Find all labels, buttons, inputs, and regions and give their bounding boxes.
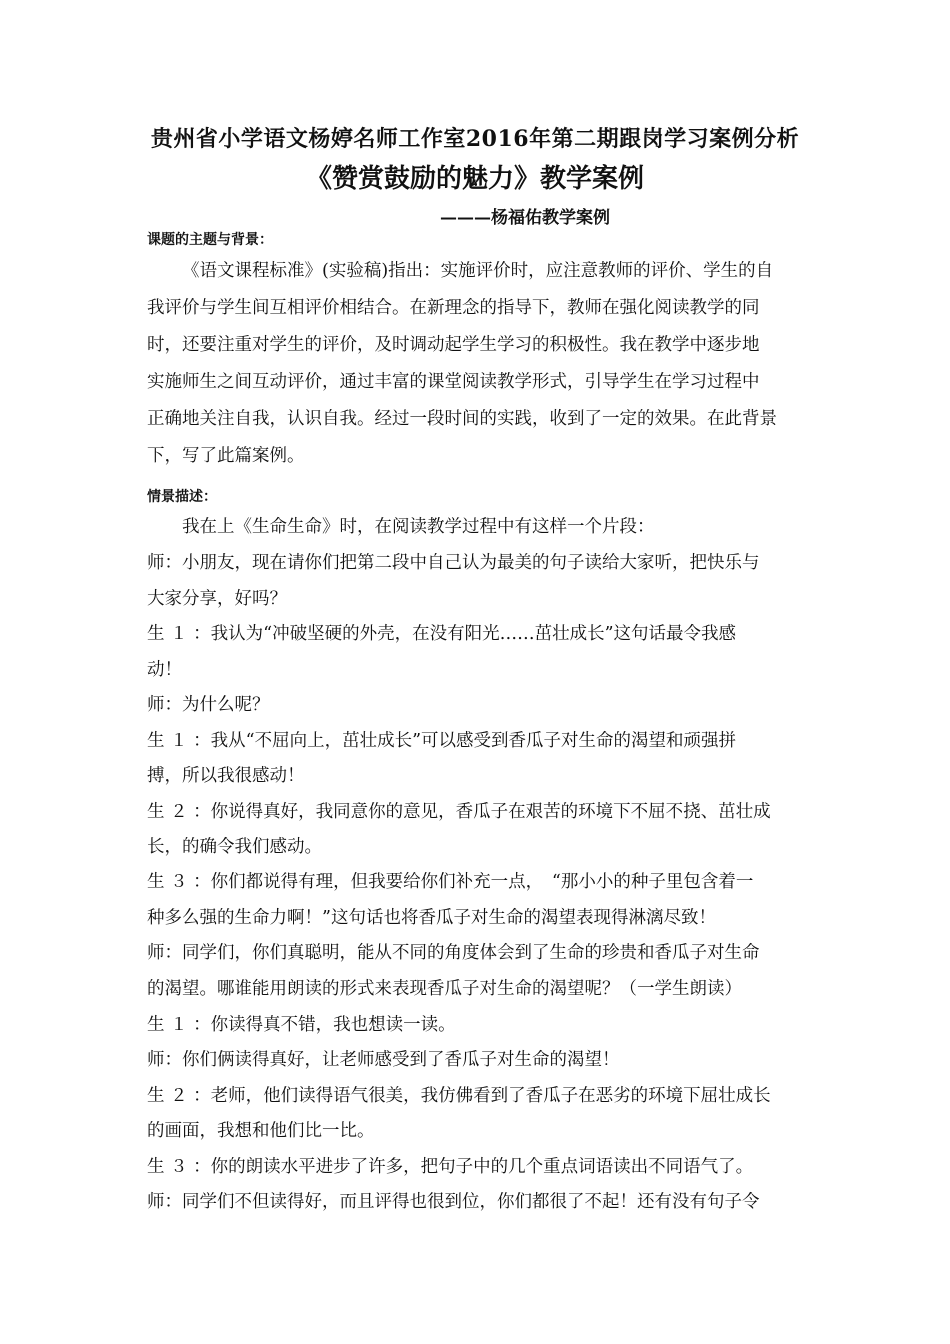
scene-line: 师：同学们，你们真聪明，能从不同的角度体会到了生命的珍贵和香瓜子对生命 bbox=[147, 943, 760, 963]
scene-line: 生 １ ：我从“不屈向上，茁壮成长”可以感受到香瓜子对生命的渴望和顽强拼 bbox=[147, 731, 737, 751]
document-title-line2: 《赞赏鼓励的魅力》教学案例 bbox=[305, 164, 644, 194]
background-line: 下，写了此篇案例。 bbox=[147, 446, 305, 466]
scene-line: 大家分享，好吗？ bbox=[147, 589, 287, 609]
scene-line: 长，的确令我们感动。 bbox=[147, 837, 322, 857]
scene-line: 生 １ ：你读得真不错，我也想读一读。 bbox=[147, 1015, 456, 1035]
scene-line: 师：同学们不但读得好，而且评得也很到位，你们都很了不起！还有没有句子令 bbox=[147, 1192, 760, 1212]
background-line: 实施师生之间互动评价，通过丰富的课堂阅读教学形式，引导学生在学习过程中 bbox=[147, 372, 760, 392]
background-line: 《语文课程标准》(实验稿)指出：实施评价时，应注意教师的评价、学生的自 bbox=[182, 261, 774, 281]
scene-line: 生 ２ ：老师，他们读得语气很美，我仿佛看到了香瓜子在恶劣的环境下屈壮成长 bbox=[147, 1086, 771, 1106]
scene-line: 的画面，我想和他们比一比。 bbox=[147, 1121, 375, 1141]
scene-line: 生 ３ ：你们都说得有理，但我要给你们补充一点， “那小小的种子里包含着一 bbox=[147, 872, 754, 892]
scene-line: 种多么强的生命力啊！”这句话也将香瓜子对生命的渴望表现得淋漓尽致！ bbox=[147, 908, 716, 928]
section-heading-scene: 情景描述： bbox=[147, 489, 217, 505]
scene-line: 的渴望。哪谁能用朗读的形式来表现香瓜子对生命的渴望呢？（一学生朗读） bbox=[147, 979, 742, 999]
scene-line: 搏，所以我很感动！ bbox=[147, 766, 305, 786]
document-byline: ———杨福佑教学案例 bbox=[440, 208, 610, 228]
section-heading-background: 课题的主题与背景： bbox=[147, 232, 273, 248]
scene-line: 师：你们俩读得真好，让老师感受到了香瓜子对生命的渴望！ bbox=[147, 1050, 620, 1070]
background-line: 我评价与学生间互相评价相结合。在新理念的指导下，教师在强化阅读教学的同 bbox=[147, 298, 760, 318]
scene-line: 生 ３ ：你的朗读水平进步了许多，把句子中的几个重点词语读出不同语气了。 bbox=[147, 1157, 754, 1177]
scene-line: 师：小朋友，现在请你们把第二段中自己认为最美的句子读给大家听，把快乐与 bbox=[147, 553, 760, 573]
scene-line: 动！ bbox=[147, 660, 182, 680]
background-line: 正确地关注自我，认识自我。经过一段时间的实践，收到了一定的效果。在此背景 bbox=[147, 409, 777, 429]
scene-line: 生 １ ：我认为“冲破坚硬的外壳，在没有阳光……茁壮成长”这句话最令我感 bbox=[147, 624, 737, 644]
background-line: 时，还要注重对学生的评价，及时调动起学生学习的积极性。我在教学中逐步地 bbox=[147, 335, 760, 355]
scene-line: 师：为什么呢？ bbox=[147, 695, 270, 715]
document-title-line1: 贵州省小学语文杨婷名师工作室2016年第二期跟岗学习案例分析 bbox=[150, 126, 800, 152]
scene-line: 生 ２ ：你说得真好，我同意你的意见，香瓜子在艰苦的环境下不屈不挠、茁壮成 bbox=[147, 802, 771, 822]
scene-line: 我在上《生命生命》时，在阅读教学过程中有这样一个片段： bbox=[182, 517, 655, 537]
